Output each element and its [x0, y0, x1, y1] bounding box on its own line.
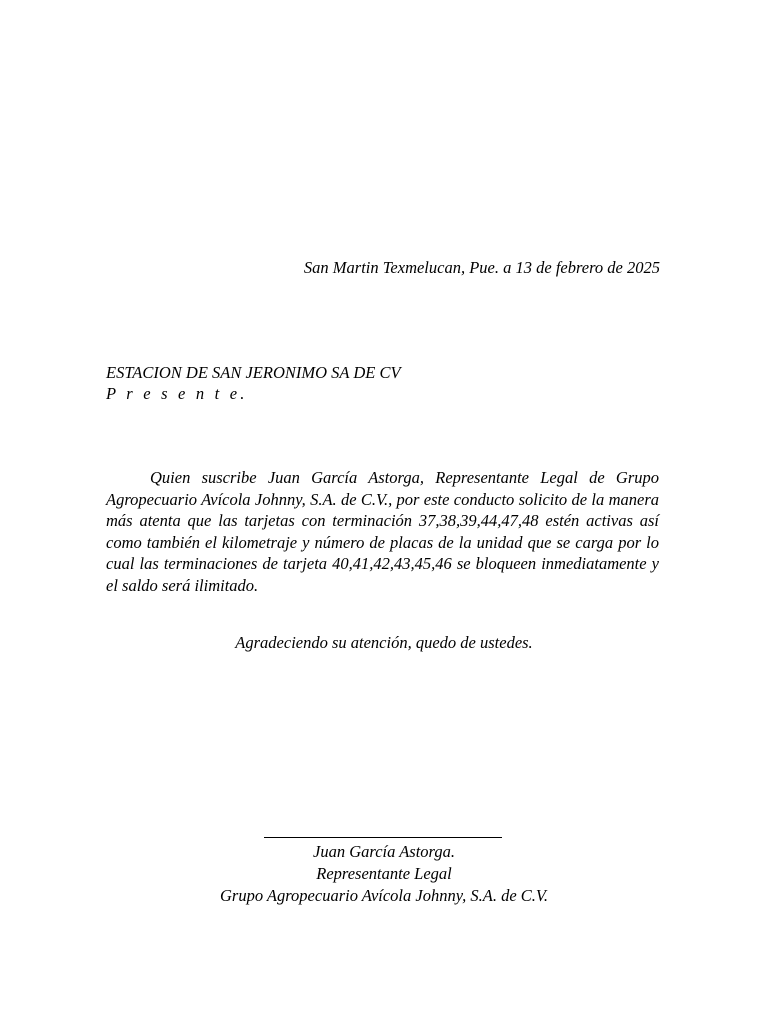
- salutation: P r e s e n t e.: [106, 384, 248, 403]
- signature-block: [0, 841, 768, 907]
- recipient-block: [106, 362, 401, 404]
- closing-line: Agradeciendo su atención, quedo de ustedes.: [235, 633, 533, 652]
- signatory-title: Representante Legal: [316, 864, 452, 883]
- signatory-company: Grupo Agropecuario Avícola Johnny, S.A. de C.V.: [220, 886, 548, 905]
- place-date: San Martin Texmelucan, Pue. a 13 de febrero de 2025: [303, 258, 660, 277]
- signature-line: [264, 837, 502, 838]
- recipient-name: ESTACION DE SAN JERONIMO SA DE CV: [106, 363, 401, 382]
- signatory-name: Juan García Astorga.: [313, 842, 455, 861]
- body-paragraph: Quien suscribe Juan García Astorga, Representante Legal de Grupo Agropecuario Avícola Johnny, S.A. de C.V., por este conducto solicito de la manera más atenta que las tarjetas con terminación 37,38,39,44,47,48 estén activas así como también el kilometraje y número de placas de la unidad que se carga por lo cual las terminaciones de tarjeta 40,41,42,43,45,46 se bloqueen inmediatamente y el saldo será ilimitado.: [106, 468, 659, 595]
